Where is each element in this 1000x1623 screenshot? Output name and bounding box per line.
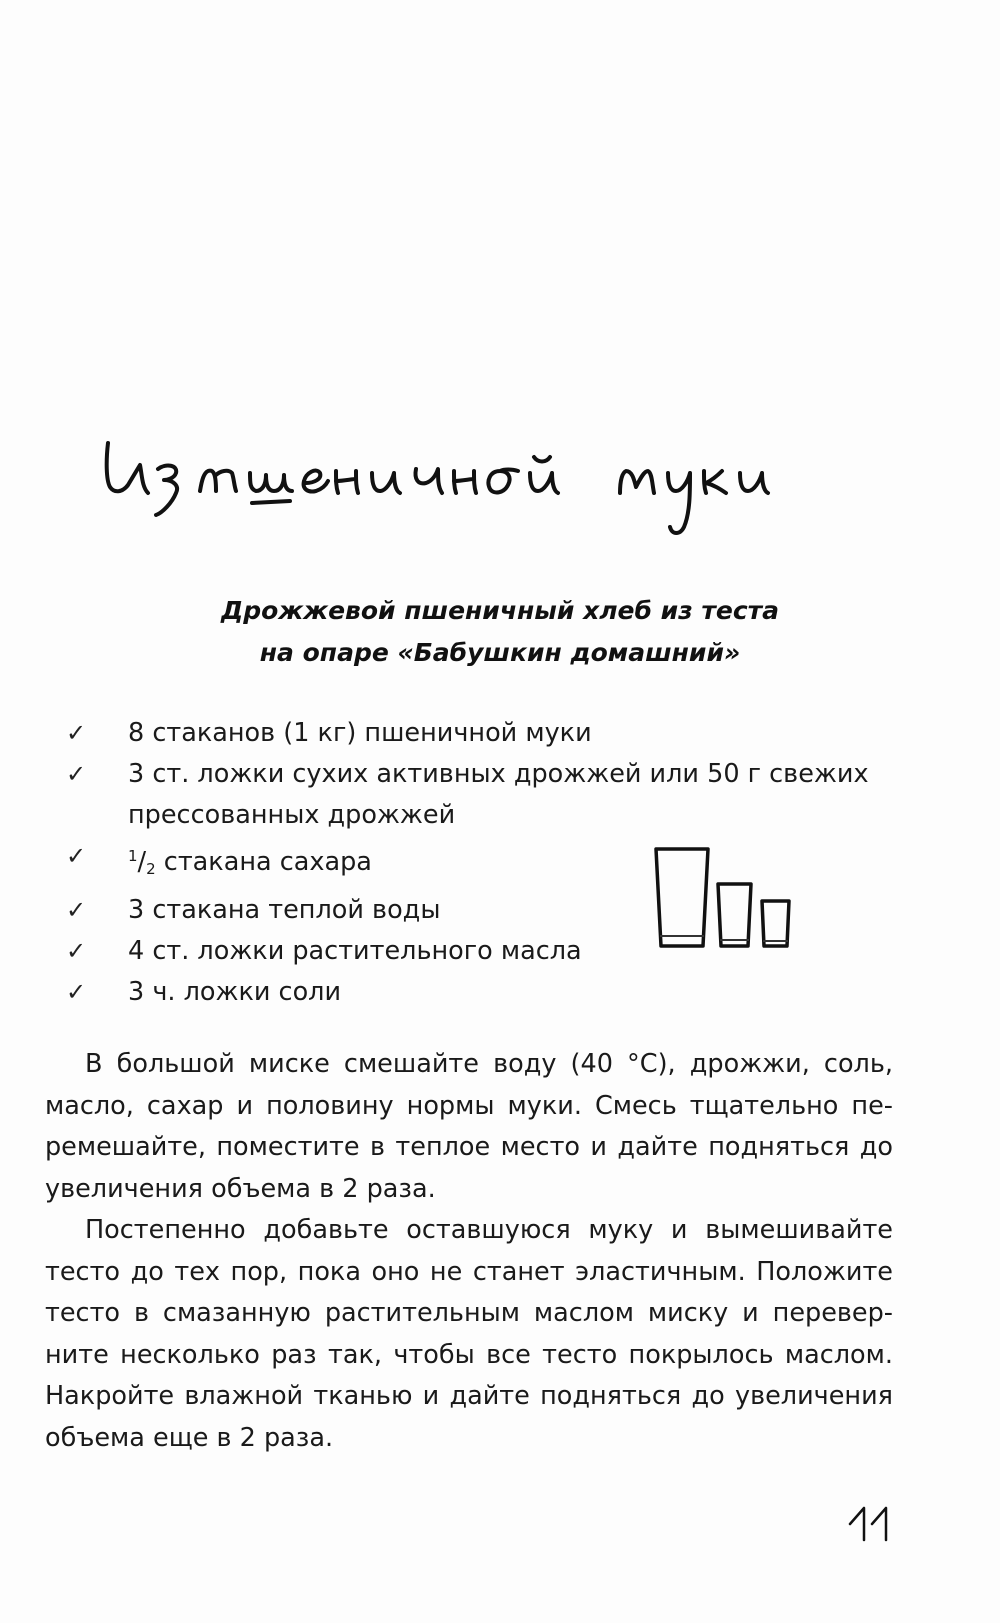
section-heading bbox=[100, 435, 860, 545]
recipe-title-line-1: Дрожжевой пшеничный хлеб из теста bbox=[220, 596, 780, 625]
bleed-through-texture bbox=[48, 20, 898, 61]
page-number bbox=[846, 1504, 906, 1544]
recipe-title-line-2: на опаре «Бабушкин домашний» bbox=[259, 638, 741, 667]
fraction-denominator: 2 bbox=[146, 860, 156, 878]
checkmark-icon: ✓ bbox=[66, 719, 87, 747]
ingredient-text: 3 ч. ложки соли bbox=[128, 977, 342, 1007]
checkmark-icon: ✓ bbox=[66, 978, 87, 1006]
instruction-paragraph: Постепенно добавьте оставшуюся муку и вымешивайте тесто до тех пор, пока оно не станет эластичным. Положите тесто в смазанную растительным маслом миску и переверните несколько раз так, чтобы все тесто покрылось маслом. Накройте влажной тканью и дайте подняться до увеличения объема еще в 2 раза. bbox=[45, 1215, 893, 1453]
ingredient-text: 3 ст. ложки сухих активных дрожжей или 50 г свежих прессованных дрожжей bbox=[128, 759, 869, 830]
ingredient-text: 3 стакана теплой воды bbox=[128, 895, 441, 925]
checkmark-icon: ✓ bbox=[66, 760, 87, 788]
recipe-instructions bbox=[45, 1044, 893, 1459]
ingredient-item bbox=[66, 972, 906, 1013]
ingredient-text: 8 стаканов (1 кг) пшеничной муки bbox=[128, 718, 592, 748]
checkmark-icon: ✓ bbox=[66, 896, 87, 924]
handwritten-heading-graphic bbox=[100, 435, 860, 545]
fraction-numerator: 1 bbox=[128, 847, 138, 865]
measuring-glasses-icon bbox=[652, 846, 797, 951]
ingredient-item bbox=[66, 754, 906, 836]
recipe-title bbox=[0, 590, 1000, 674]
fraction-one-half bbox=[128, 847, 156, 877]
fraction-slash: / bbox=[137, 847, 147, 877]
checkmark-icon: ✓ bbox=[66, 937, 87, 965]
handwritten-page-number-graphic bbox=[846, 1504, 906, 1544]
instruction-paragraph: В большой миске смешайте воду (40 °С), дрожжи, соль, масло, сахар и половину нормы муки. Смесь тщательно перемешайте, поместите в теплое место и дайте подняться до увеличения объема в 2 раза. bbox=[45, 1049, 893, 1204]
ingredient-item bbox=[66, 713, 906, 754]
ingredient-text: стакана сахара bbox=[163, 847, 372, 877]
checkmark-icon: ✓ bbox=[66, 842, 87, 870]
ingredient-text: 4 ст. ложки растительного масла bbox=[128, 936, 582, 966]
